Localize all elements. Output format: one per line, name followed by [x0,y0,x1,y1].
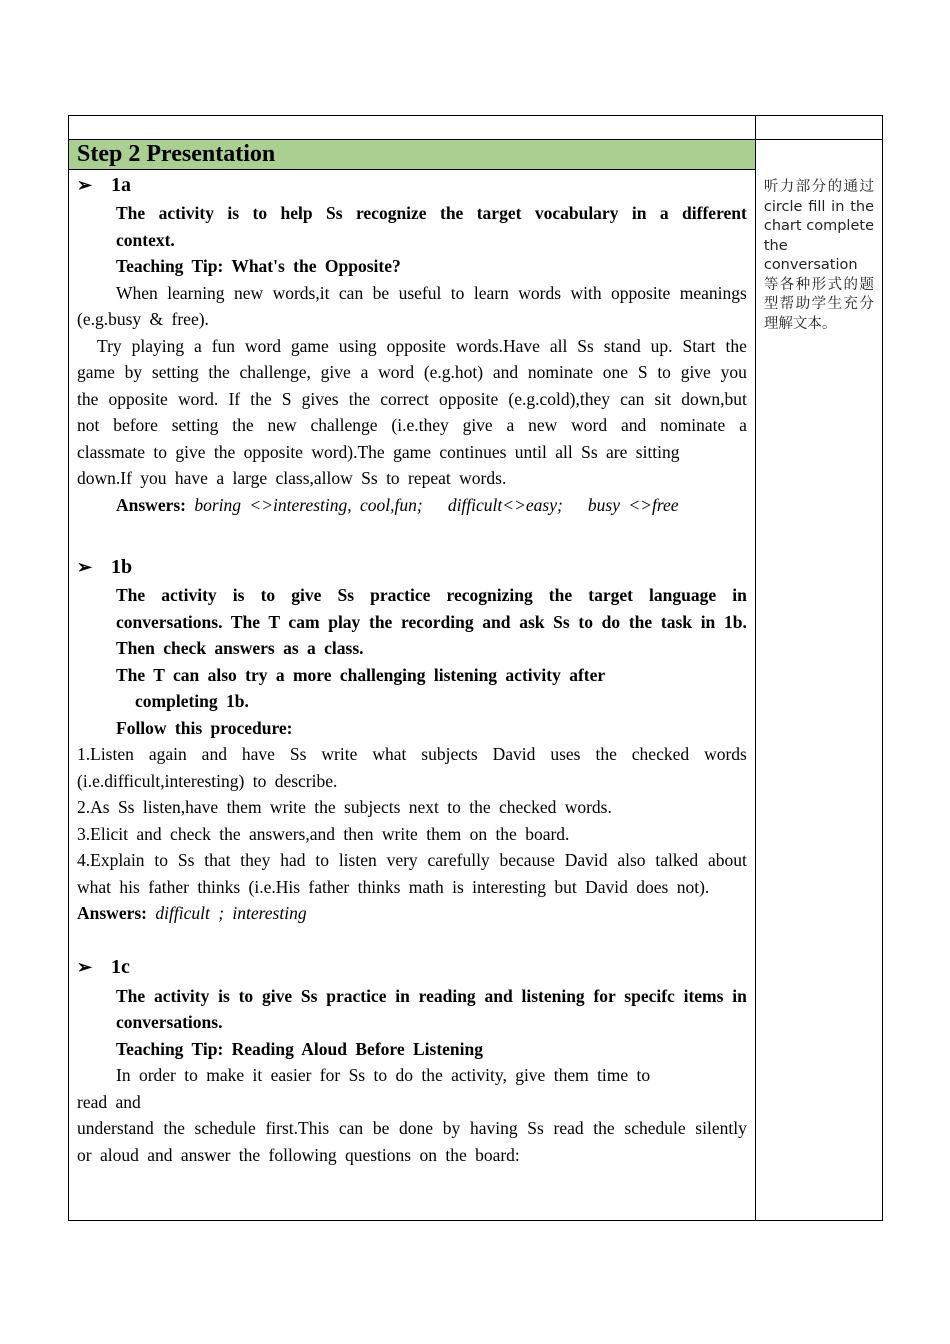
1a-paragraph-3: down.If you have a large class,allow Ss to repeat words. [77,468,507,488]
arrow-bullet-icon: ➢ [77,556,93,577]
lesson-plan-table [68,115,883,1221]
section-label: 1a [111,173,131,196]
1b-step-2: 2.As Ss listen,have them write the subjects next to the checked words. [77,797,612,817]
main-cell [69,140,756,1221]
arrow-bullet-icon: ➢ [77,957,93,978]
1b-answers [77,900,747,927]
side-note-cell [755,140,882,1221]
1c-paragraph-2: understand the schedule first.This can be done by having Ss read the schedule silently or aloud and answer the following questions on the board: [77,1118,747,1165]
lesson-plan-page [68,115,883,1221]
side-note: 听力部分的通过 circle fill in the chart complete the conversation 等各种形式的题型帮助学生充分理解文本。 [763,179,874,332]
empty-top-row [69,116,883,140]
section-label: 1c [111,956,130,979]
section-1a-heading [77,170,747,200]
1c-paragraph-1: In order to make it easier for Ss to do the activity, give them time to [116,1065,651,1085]
1b-step-3: 3.Elicit and check the answers,and then write them on the board. [77,823,570,844]
1b-goal: The activity is to give Ss practice recognizing the target language in conversations. The T cam play the recording and ask Ss to do the task in 1b. Then check answers as a class. [116,585,747,658]
main-body [69,170,755,1168]
answers-label: Answers: [116,494,186,515]
answers-label: Answers: [77,903,147,923]
section-label: 1b [111,555,133,578]
section-1b-heading [77,552,747,582]
1a-tip-title: Teaching Tip: What's the Opposite? [116,256,401,276]
1a-paragraph-1: When learning new words,it can be useful to learn words with opposite meanings (e.g.busy & free). [77,282,747,329]
1b-challenge-cont: completing 1b. [135,691,249,711]
1b-step-1: 1.Listen again and have Ss write what subjects David uses the checked words (i.e.difficult,interesting) to describe. [77,744,747,791]
empty-cell [755,116,882,140]
1c-paragraph-1-cont: read and [77,1091,141,1112]
content-row [69,140,883,1221]
1a-paragraph-2: Try playing a fun word game using opposite words.Have all Ss stand up. Start the game by setting the challenge, give a word (e.g.hot) and nominate one S to give you the opposite word. If the S gives the correct opposite (e.g.cold),they can sit down,but not before setting the new challenge (i.e.they give a new word and nominate a classmate to give the opposite word).The game continues until all Ss are sitting [77,335,747,462]
arrow-bullet-icon: ➢ [77,174,93,195]
1b-challenge: The T can also try a more challenging listening activity after [116,664,606,685]
answers-text: difficult ; interesting [155,903,307,923]
1b-step-4: 4.Explain to Ss that they had to listen very carefully because David also talked about what his father thinks (i.e.His father thinks math is interesting but David does not). [77,850,747,897]
1a-answers [77,492,747,519]
answers-text: boring <>interesting, cool,fun; difficult<>easy; busy <>free [194,494,679,515]
empty-cell [69,116,756,140]
1b-procedure: Follow this procedure: [116,717,293,738]
section-1c-heading [77,953,747,983]
1a-goal: The activity is to help Ss recognize the target vocabulary in a different context. [116,203,747,250]
1c-tip-title: Teaching Tip: Reading Aloud Before Listening [116,1038,484,1059]
1c-goal: The activity is to give Ss practice in reading and listening for specifc items in conversations. [116,985,747,1032]
step-title: Step 2 Presentation [69,140,755,170]
